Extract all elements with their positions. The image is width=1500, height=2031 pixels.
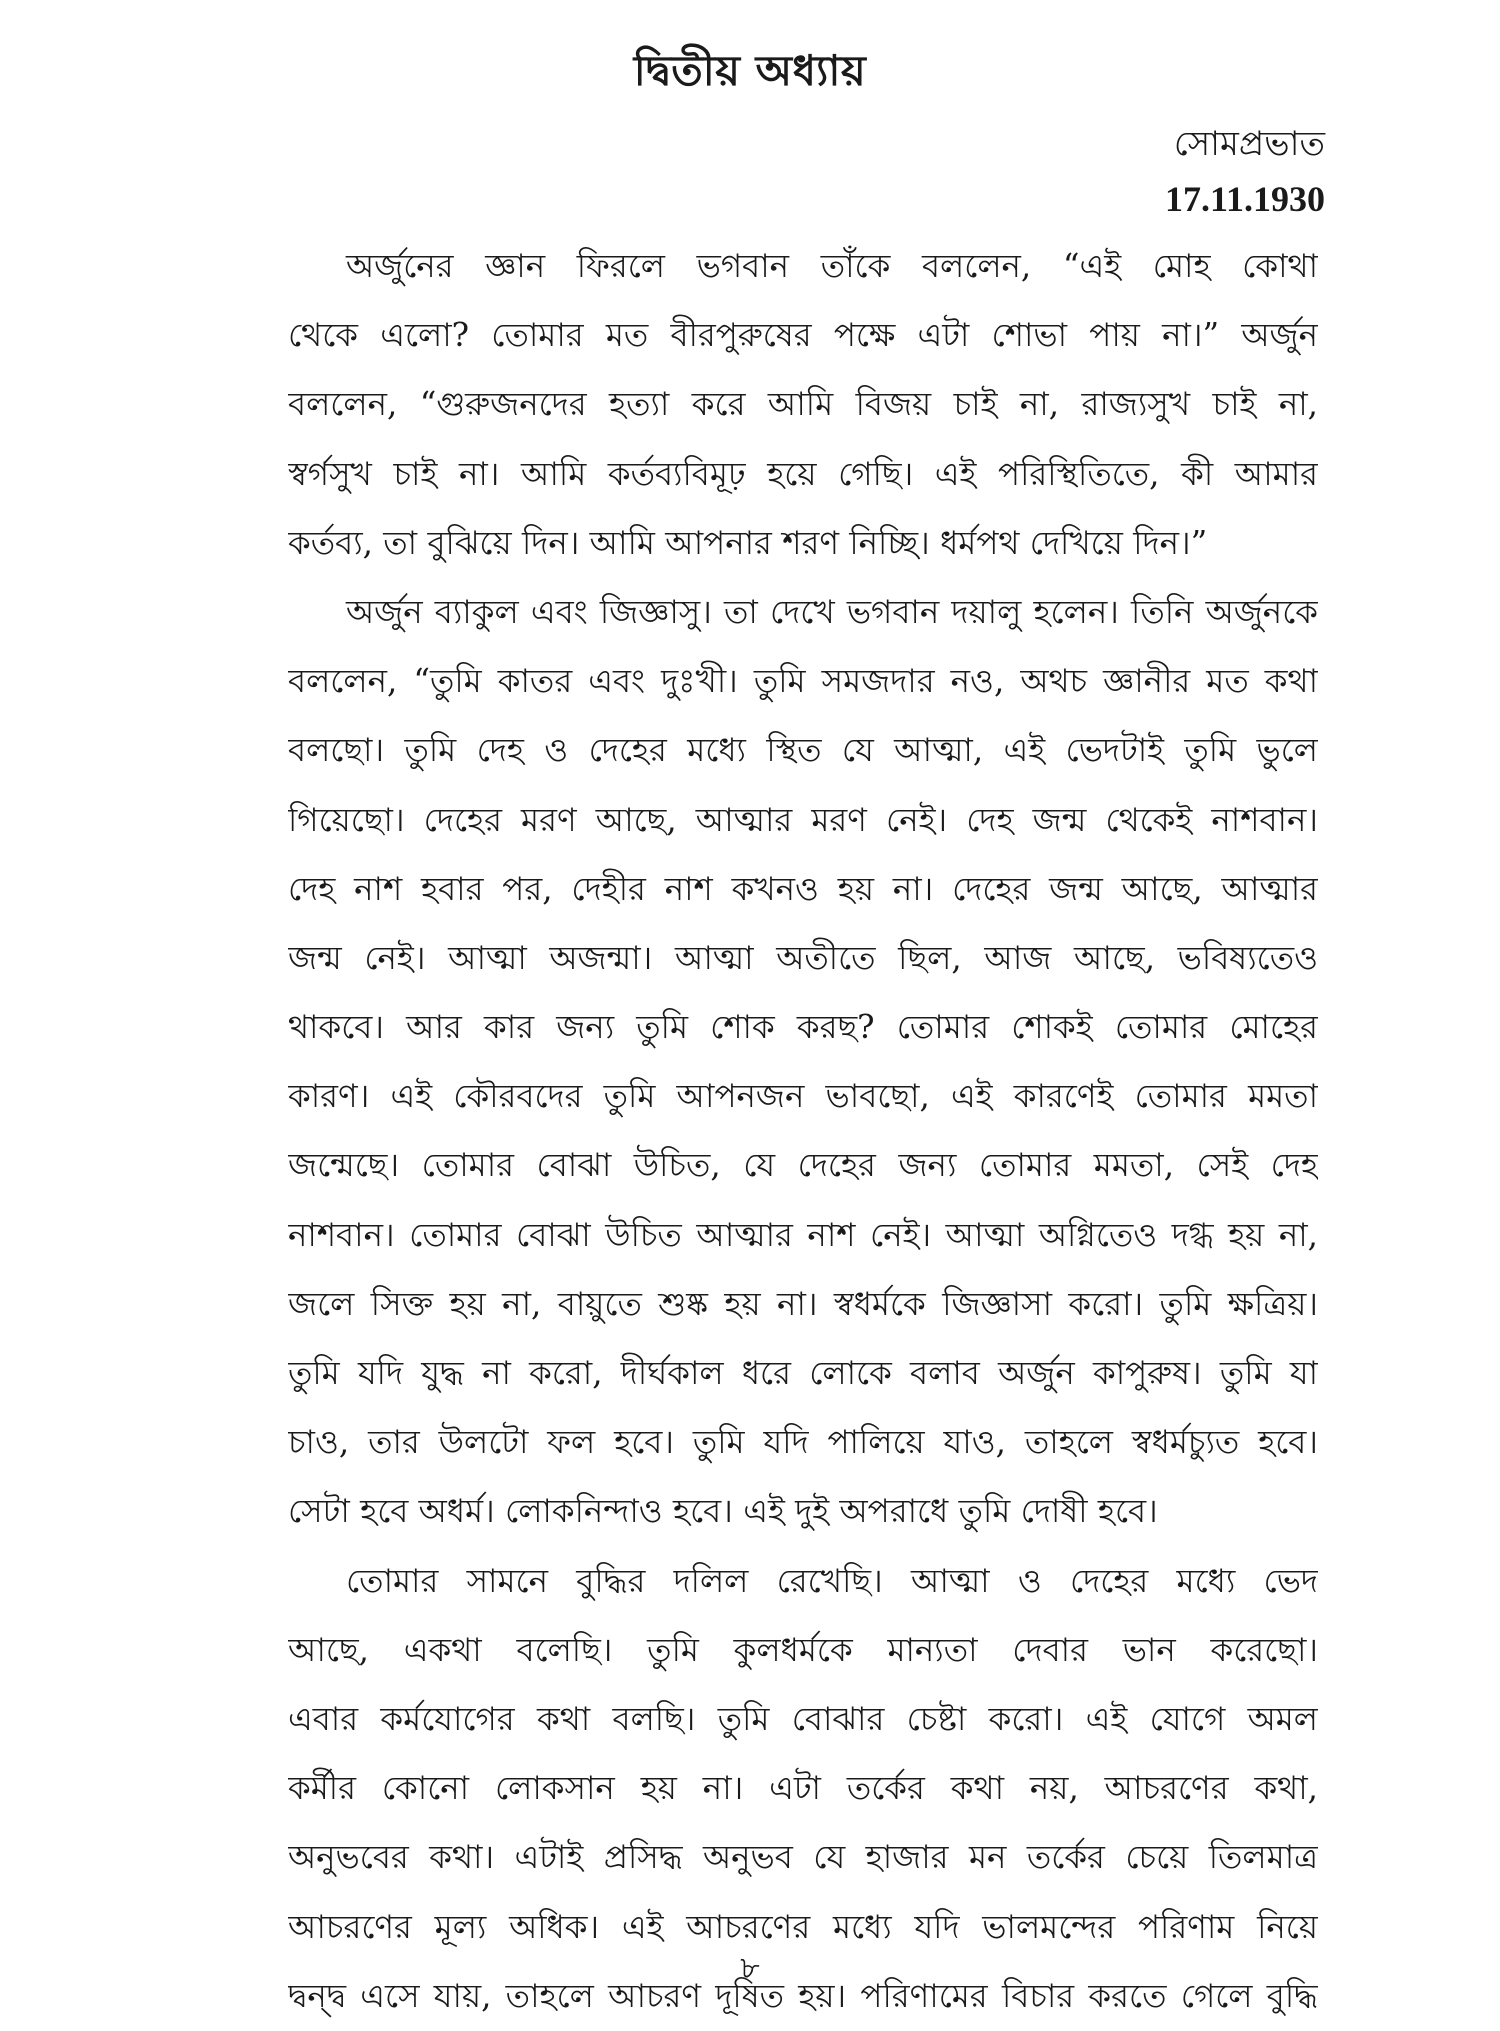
text-line: এবার কর্মযোগের কথা বলছি। তুমি বোঝার চেষ্টা করো। এই যোগে অমল [288,1699,1318,1738]
text-line: তুমি যদি যুদ্ধ না করো, দীর্ঘকাল ধরে লোকে বলাব অর্জুন কাপুরুষ। তুমি যা [288,1354,1318,1392]
text-line: দেহ নাশ হবার পর, দেহীর নাশ কখনও হয় না। দেহের জন্ম আছে, আত্মার [288,869,1318,908]
text-line: জন্ম নেই। আত্মা অজন্মা। আত্মা অতীতে ছিল, আজ আছে, ভবিষ্যতেও [288,938,1318,977]
body-text [288,232,1318,2031]
text-line: বলছো। তুমি দেহ ও দেহের মধ্যে স্থিত যে আত্মা, এই ভেদটাই তুমি ভুলে [288,731,1318,770]
session-day: সোমপ্রভাত [1173,124,1325,164]
text-line: দ্বন্দ্ব এসে যায়, তাহলে আচরণ দূষিত হয়। পরিণামের বিচার করতে গেলে বুদ্ধি [288,1976,1318,2015]
chapter-title: দ্বিতীয় অধ্যায় [633,46,867,95]
text-line: কর্তব্য, তা বুঝিয়ে দিন। আমি আপনার শরণ নিচ্ছি। ধর্মপথ দেখিয়ে দিন।” [288,523,1208,562]
text-line: থাকবে। আর কার জন্য তুমি শোক করছ? তোমার শোকই তোমার মোহের [288,1008,1318,1047]
session-date: 17.11.1930 [1164,179,1325,219]
text-line: স্বর্গসুখ চাই না। আমি কর্তব্যবিমূঢ় হয়ে গেছি। এই পরিস্থিতিতে, কী আমার [288,454,1318,493]
text-line: সেটা হবে অধর্ম। লোকনিন্দাও হবে। এই দুই অপরাধে তুমি দোষী হবে। [288,1492,1158,1531]
text-line: তোমার সামনে বুদ্ধির দলিল রেখেছি। আত্মা ও দেহের মধ্যে ভেদ [346,1561,1318,1600]
text-line: অর্জুন ব্যাকুল এবং জিজ্ঞাসু। তা দেখে ভগবান দয়ালু হলেন। তিনি অর্জুনকে [346,592,1318,631]
text-line: অর্জুনের জ্ঞান ফিরলে ভগবান তাঁকে বললেন, “এই মোহ কোথা [346,247,1318,285]
text-line: থেকে এলো? তোমার মত বীরপুরুষের পক্ষে এটা শোভা পায় না।” অর্জুন [288,316,1318,355]
text-line: গিয়েছো। দেহের মরণ আছে, আত্মার মরণ নেই। দেহ জন্ম থেকেই নাশবান। [288,800,1318,839]
text-line: জন্মেছে। তোমার বোঝা উচিত, যে দেহের জন্য তোমার মমতা, সেই দেহ [288,1146,1318,1185]
page-number: ৮ [740,1951,760,1986]
text-line: আছে, একথা বলেছি। তুমি কুলধর্মকে মান্যতা দেবার ভান করেছো। [288,1630,1318,1669]
text-line: বললেন, “গুরুজনদের হত্যা করে আমি বিজয় চাই না, রাজ্যসুখ চাই না, [288,385,1318,424]
text-line: চাও, তার উলটো ফল হবে। তুমি যদি পালিয়ে যাও, তাহলে স্বধর্মচ্যুত হবে। [288,1423,1318,1462]
text-line: আচরণের মূল্য অধিক। এই আচরণের মধ্যে যদি ভালমন্দের পরিণাম নিয়ে [288,1907,1318,1946]
text-line: কারণ। এই কৌরবদের তুমি আপনজন ভাবছো, এই কারণেই তোমার মমতা [288,1077,1318,1116]
text-line: কর্মীর কোনো লোকসান হয় না। এটা তর্কের কথা নয়, আচরণের কথা, [288,1769,1318,1808]
text-line: অনুভবের কথা। এটাই প্রসিদ্ধ অনুভব যে হাজার মন তর্কের চেয়ে তিলমাত্র [288,1838,1318,1877]
text-line: জলে সিক্ত হয় না, বায়ুতে শুষ্ক হয় না। স্বধর্মকে জিজ্ঞাসা করো। তুমি ক্ষত্রিয়। [288,1284,1318,1323]
text-line: বললেন, “তুমি কাতর এবং দুঃখী। তুমি সমজদার নও, অথচ জ্ঞানীর মত কথা [288,662,1318,701]
text-line: নাশবান। তোমার বোঝা উচিত আত্মার নাশ নেই। আত্মা অগ্নিতেও দগ্ধ হয় না, [288,1215,1318,1254]
